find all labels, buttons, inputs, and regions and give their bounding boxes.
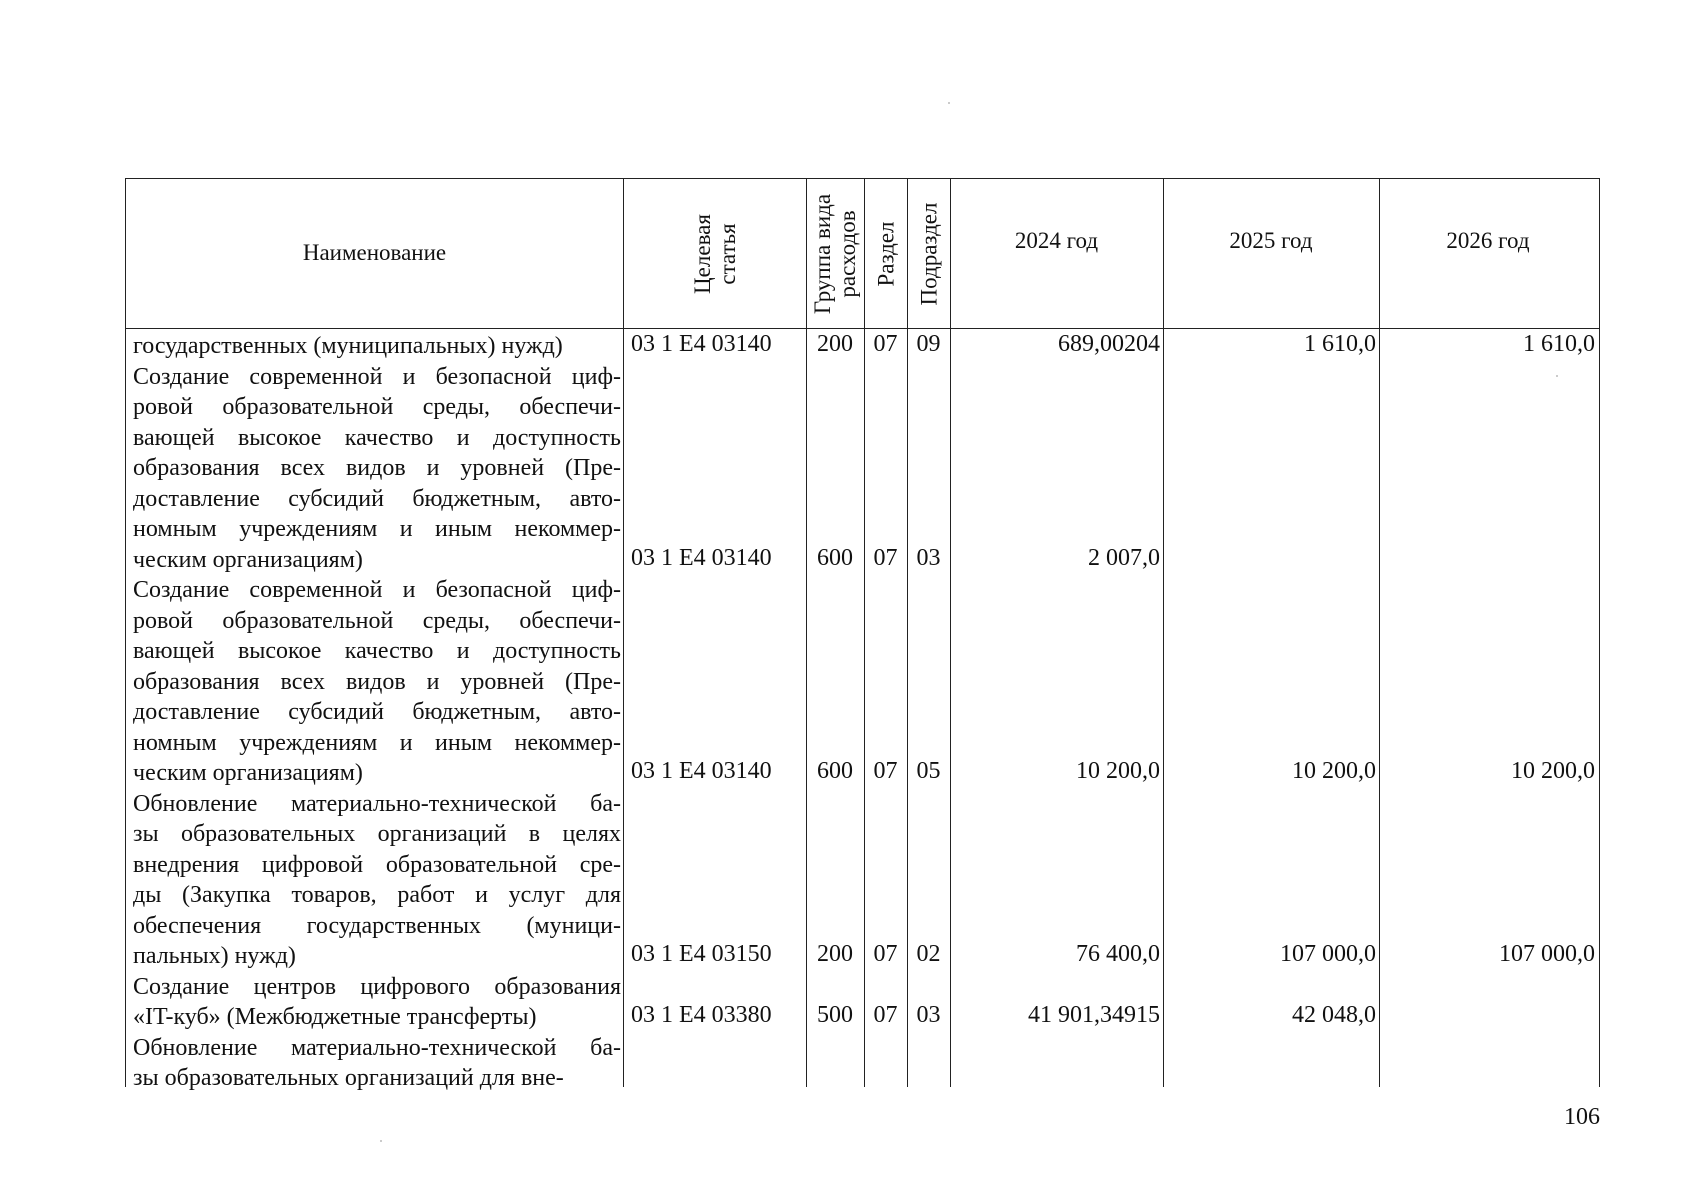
cell-section: 07: [873, 1002, 898, 1028]
cell-name-line: доставление субсидий бюджетным, авто-: [133, 485, 621, 512]
cell-name-line: пальных) нужд): [133, 943, 296, 969]
cell-target-article: 03 1 E4 03380: [631, 1002, 772, 1028]
cell-name-line: ческим организациям): [133, 760, 363, 786]
header-target-article: Целевая статья: [690, 214, 740, 294]
page-number: 106: [1564, 1104, 1600, 1130]
cell-section: 07: [873, 758, 898, 784]
cell-2024: 2 007,0: [1088, 544, 1160, 571]
cell-name-line: номным учреждениям и иным некоммер-: [133, 729, 621, 756]
cell-subsection: 03: [916, 1002, 941, 1028]
header-section: Раздел: [873, 221, 899, 287]
cell-name-line: ческим организациям): [133, 546, 363, 573]
cell-target-article: 03 1 E4 03150: [631, 941, 772, 967]
cell-name-line: вающей высокое качество и доступность: [133, 638, 621, 664]
cell-subsection: 05: [916, 758, 941, 784]
header-2024: 2024 год: [1014, 228, 1099, 253]
cell-expense-group: 500: [817, 1002, 853, 1028]
cell-name-line: ды (Закупка товаров, работ и услуг для: [133, 882, 621, 908]
cell-name: [133, 575, 621, 789]
header-subsection: Подраздел: [916, 202, 942, 306]
cell-2025: 42 048,0: [1292, 1002, 1376, 1028]
cell-expense-group: 200: [817, 941, 853, 967]
scan-speck: [1556, 375, 1558, 377]
cell-2024: 41 901,34915: [1028, 1002, 1160, 1028]
cell-name: [133, 972, 621, 1033]
cell-subsection: 02: [916, 941, 941, 967]
cell-name: [133, 362, 621, 576]
cell-2025: 10 200,0: [1292, 758, 1376, 784]
cell-2025: 1 610,0: [1304, 331, 1376, 357]
cell-name-line: доставление субсидий бюджетным, авто-: [133, 699, 621, 725]
scan-speck: [380, 1140, 382, 1142]
cell-name-line: Создание современной и безопасной циф-: [133, 577, 621, 603]
cell-2024: 689,00204: [1058, 331, 1160, 357]
cell-name-line: Обновление материально-технической ба-: [133, 790, 621, 817]
cell-section: 07: [873, 331, 898, 357]
cell-name-line: обеспечения государственных (муници-: [133, 912, 621, 939]
column-divider: [623, 179, 624, 1087]
cell-target-article: 03 1 E4 03140: [631, 331, 772, 357]
cell-expense-group: 600: [817, 544, 853, 571]
cell-name-line: зы образовательных организаций для вне-: [133, 1065, 564, 1091]
header-2025: 2025 год: [1229, 228, 1313, 253]
cell-name-line: внедрения цифровой образовательной сре-: [133, 851, 621, 878]
cell-name-line: образования всех видов и уровней (Пре-: [133, 668, 621, 695]
cell-section: 07: [873, 941, 898, 967]
cell-name-line: Обновление материально-технической ба-: [133, 1034, 621, 1061]
cell-2026: 1 610,0: [1523, 331, 1595, 357]
cell-subsection: 03: [916, 544, 941, 571]
header-expense-group: Группа вида расходов: [810, 193, 860, 315]
cell-name: [133, 331, 621, 362]
cell-name: [133, 789, 621, 972]
cell-name-line: государственных (муниципальных) нужд): [133, 333, 563, 359]
header-2026: 2026 год: [1446, 228, 1530, 253]
cell-expense-group: 600: [817, 758, 853, 784]
cell-subsection: 09: [916, 331, 941, 357]
cell-2024: 76 400,0: [1076, 941, 1160, 967]
cell-name-line: ровой образовательной среды, обеспечи-: [133, 394, 621, 420]
cell-2026: 107 000,0: [1499, 941, 1595, 967]
cell-2025: 107 000,0: [1280, 941, 1376, 967]
cell-name-line: номным учреждениям и иным некоммер-: [133, 516, 621, 542]
cell-name-line: вающей высокое качество и доступность: [133, 424, 621, 451]
cell-target-article: 03 1 E4 03140: [631, 544, 772, 571]
cell-name-line: ровой образовательной среды, обеспечи-: [133, 607, 621, 634]
cell-section: 07: [873, 544, 898, 571]
scan-speck: [948, 102, 950, 104]
header-name: Наименование: [302, 240, 447, 265]
cell-target-article: 03 1 E4 03140: [631, 758, 772, 784]
budget-table: [125, 178, 1600, 1091]
cell-name-line: «IT-куб» (Межбюджетные трансферты): [133, 1004, 537, 1030]
cell-name: [133, 1033, 621, 1094]
cell-expense-group: 200: [817, 331, 853, 357]
cell-name-line: Создание современной и безопасной циф-: [133, 363, 621, 390]
cell-2026: 10 200,0: [1511, 758, 1595, 784]
cell-name-line: зы образовательных организаций в целях: [133, 821, 621, 847]
cell-2024: 10 200,0: [1076, 758, 1160, 784]
cell-name-line: Создание центров цифрового образования: [133, 973, 621, 1000]
cell-name-line: образования всех видов и уровней (Пре-: [133, 455, 621, 481]
